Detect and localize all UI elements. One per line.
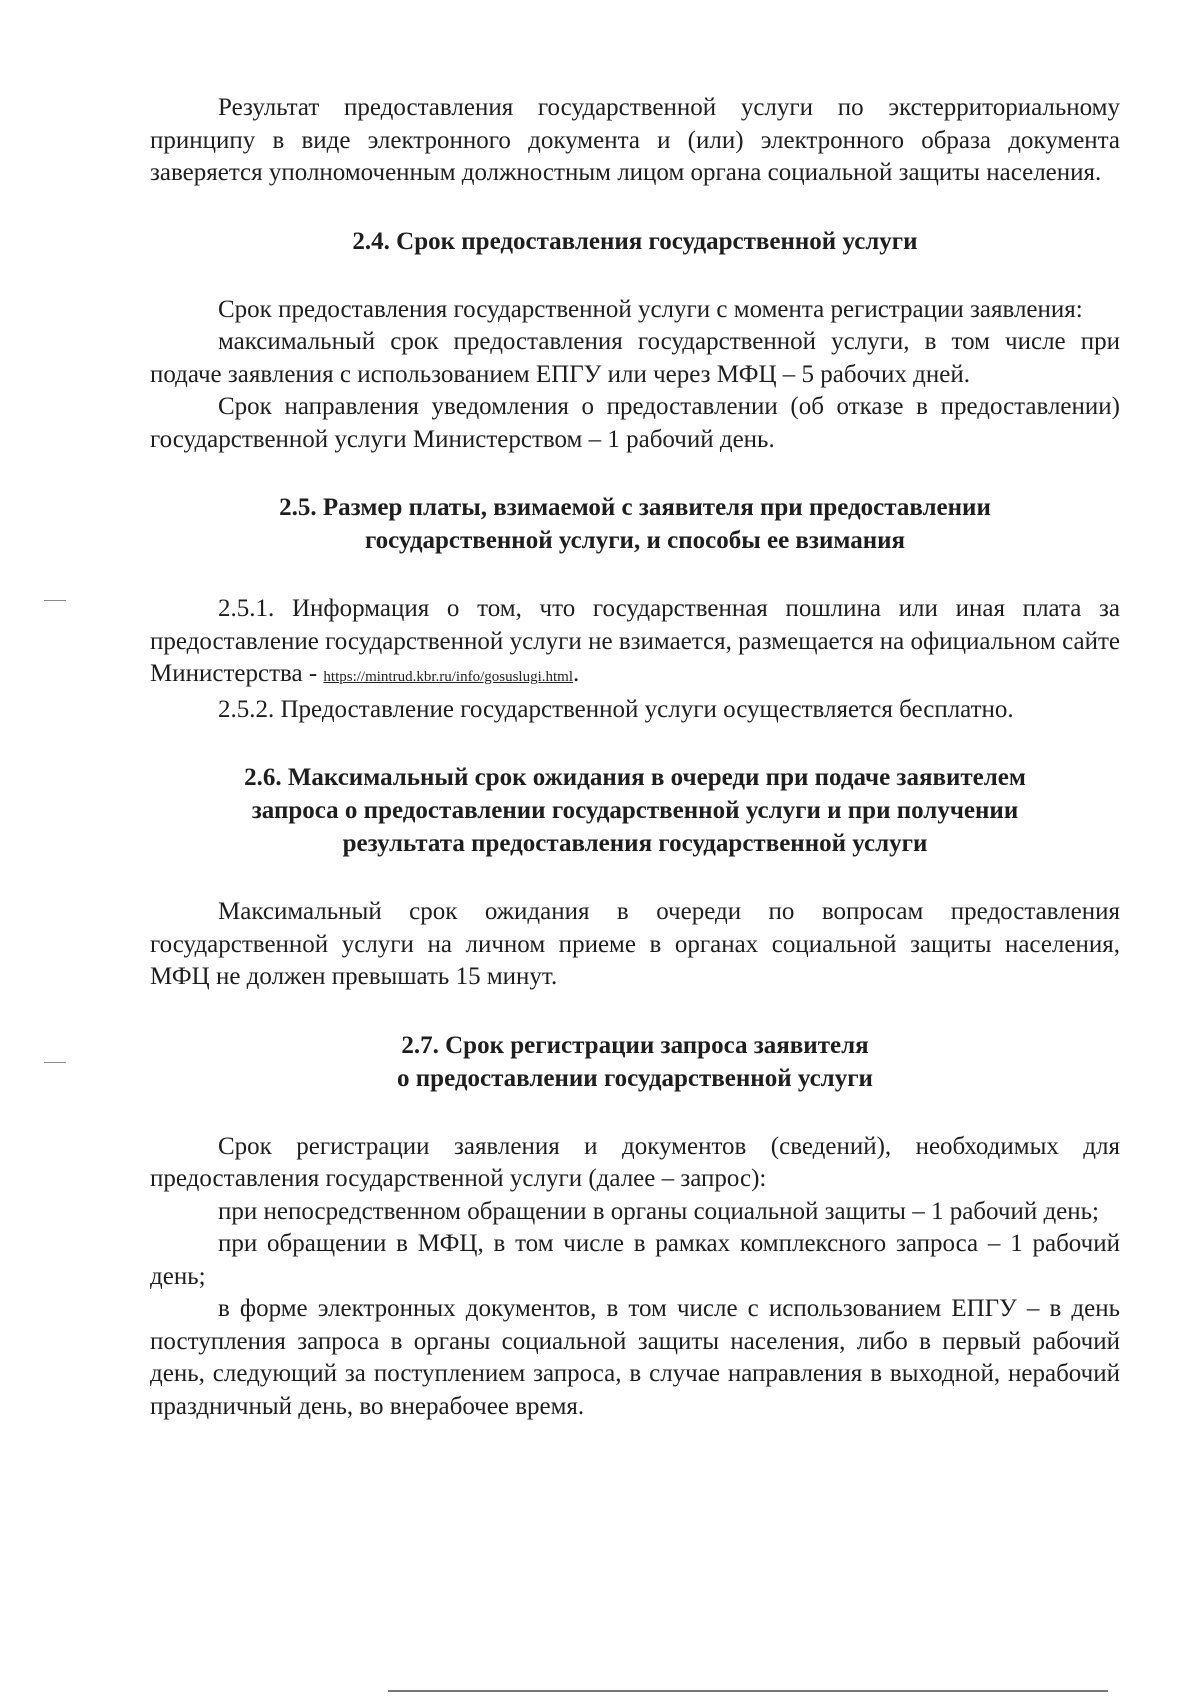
paragraph-2-7-electronic: в форме электронных документов, в том числе с использованием ЕПГУ – в день поступления запроса в органы социальной защиты населения, либо в первый рабочий день, следующий за поступлением запроса, в случае направления в выходной, нерабочий праздничный день, во внерабочее время. <box>150 1295 1120 1420</box>
heading-line: запроса о предоставлении государственной услуги и при получении <box>251 797 1019 824</box>
paragraph-2-4-term: Срок предоставления государственной услуги с момента регистрации заявления: <box>218 295 1083 323</box>
heading-line: 2.7. Срок регистрации запроса заявителя <box>401 1031 869 1059</box>
heading-line: результата предоставления государственной услуги <box>342 830 928 857</box>
paragraph-2-6-wait-time: Максимальный срок ожидания в очереди по вопросам предоставления государственной услуги на личном приеме в органах социальной защиты населения, МФЦ не должен превышать 15 минут. <box>150 898 1120 990</box>
paragraph-2-5-1 <box>150 593 1120 694</box>
paragraph-2-7-direct: при непосредственном обращении в органы социальной защиты – 1 рабочий день; <box>218 1197 1099 1225</box>
paragraph-end: . <box>573 660 580 687</box>
paragraph-2-5-2: 2.5.2. Предоставление государственной услуги осуществляется бесплатно. <box>218 695 1014 723</box>
document-body <box>150 92 1120 1423</box>
heading-2-4: 2.4. Срок предоставления государственной услуги <box>352 227 918 255</box>
scan-mark <box>44 600 66 601</box>
scan-mark <box>44 1062 66 1063</box>
paragraph-2-4-notification: Срок направления уведомления о предоставлении (об отказе в предоставлении) государственной услуги Министерством – 1 рабочий день. <box>150 393 1120 453</box>
heading-2-6 <box>150 761 1120 860</box>
paragraph-result: Результат предоставления государственной услуги по экстерриториальному принципу в виде электронного документа и (или) электронного образа документа заверяется уполномоченным должностным лицом органа социальной защиты населения. <box>150 94 1120 186</box>
ministry-website-link[interactable]: https://mintrud.kbr.ru/info/gosuslugi.html <box>323 669 574 685</box>
heading-line: 2.6. Максимальный срок ожидания в очереди при подаче заявителем <box>244 764 1026 791</box>
page-bottom-rule <box>388 1690 1108 1692</box>
heading-line: 2.5. Размер платы, взимаемой с заявителя при предоставлении <box>279 494 991 521</box>
paragraph-text: 2.5.1. Информация о том, что государственная пошлина или иная плата за предоставление государственной услуги не взимается, размещается на официальном сайте Министерства - <box>150 595 1120 687</box>
heading-2-7 <box>150 1029 1120 1095</box>
heading-line: государственной услуги, и способы ее взимания <box>364 527 906 554</box>
paragraph-2-7-mfc: при обращении в МФЦ, в том числе в рамках комплексного запроса – 1 рабочий день; <box>150 1230 1120 1290</box>
heading-line: о предоставлении государственной услуги <box>397 1064 873 1092</box>
heading-2-5 <box>150 491 1120 557</box>
paragraph-2-7-registration: Срок регистрации заявления и документов (сведений), необходимых для предоставления государственной услуги (далее – запрос): <box>150 1132 1120 1192</box>
paragraph-2-4-max-term: максимальный срок предоставления государственной услуги, в том числе при подаче заявления с использованием ЕПГУ или через МФЦ – 5 рабочих дней. <box>150 328 1120 388</box>
